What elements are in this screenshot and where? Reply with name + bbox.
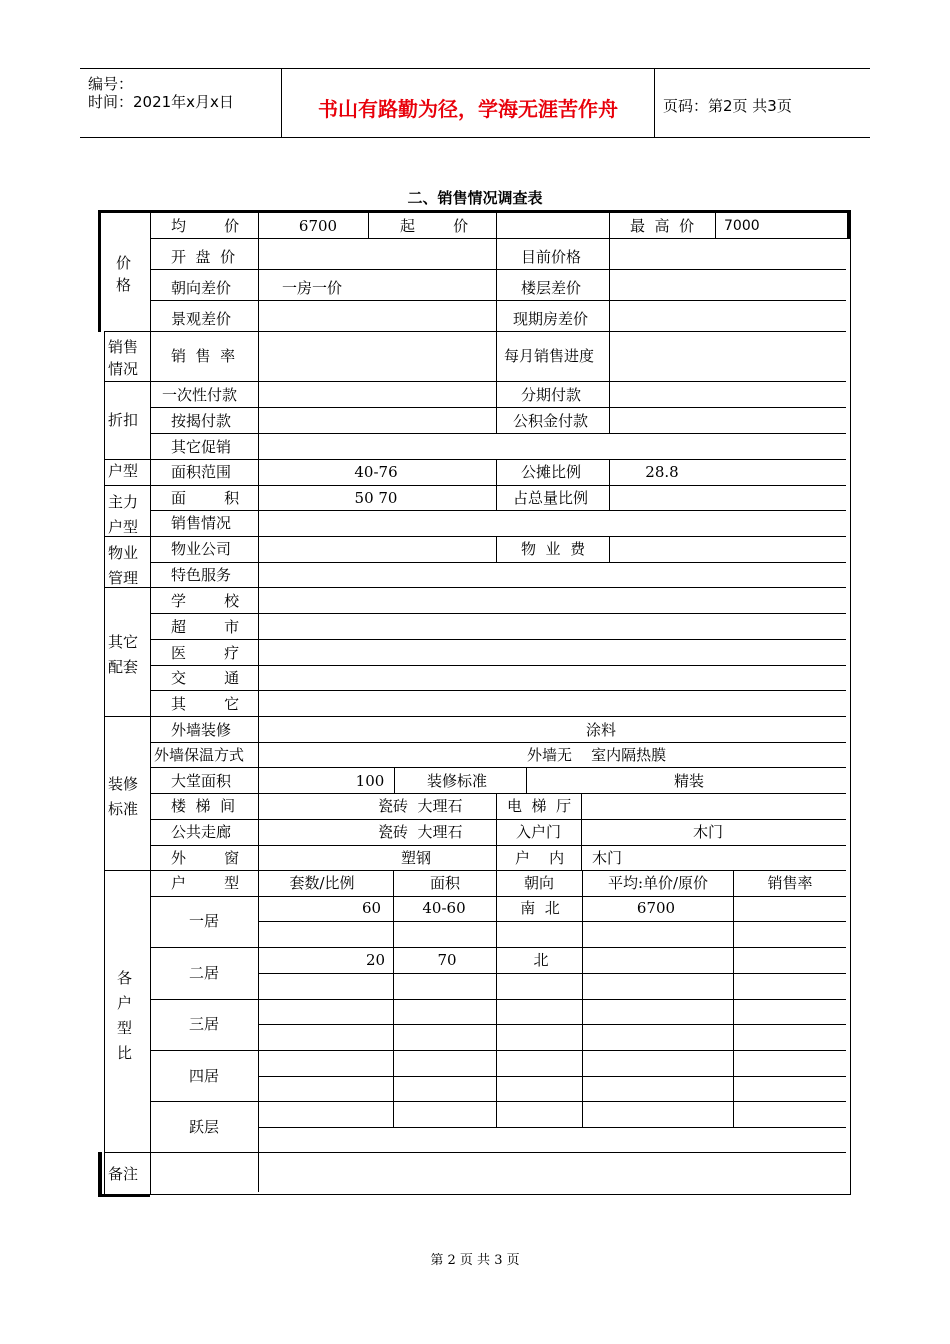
property-fee-label: 物 业 费 [521,540,586,558]
share-ratio-value: 28.8 [645,463,679,481]
ratio-header-area: 面积 [429,874,461,892]
max-price-label: 最 高 价 [630,217,695,235]
wall-finish-value: 涂料 [585,721,617,739]
facility-school-label: 学 校 [171,592,240,610]
sales-survey-table [98,210,851,1195]
sales-rate-label: 销 售 率 [171,347,236,365]
main-type-group-label: 主力户型 [108,493,139,536]
elevator-hall-label: 电 梯 厅 [507,797,572,815]
mortgage-label: 按揭付款 [171,412,232,430]
housing-fund-label: 公积金付款 [513,412,589,430]
total-ratio-label: 占总量比例 [513,489,589,507]
special-service-label: 特色服务 [171,566,232,584]
start-price-label: 起 价 [400,217,469,235]
monthly-progress-label: 每月销售进度 [504,347,595,365]
view-diff-label: 景观差价 [171,310,232,328]
main-area-label: 面 积 [171,489,240,507]
floor-diff-label: 楼层差价 [521,279,582,297]
orientation-diff-label: 朝向差价 [171,279,232,297]
ratio-row-orient: 北 [533,951,549,969]
ratio-row-type: 跃层 [188,1118,220,1136]
ratio-header-count: 套数/比例 [289,874,355,892]
decoration-group-label: 装修标准 [108,775,139,818]
facility-market-label: 超 市 [171,618,240,636]
price-group-label: 价格 [116,254,132,294]
window-value: 塑钢 [400,849,432,867]
corridor-label: 公共走廊 [171,823,232,841]
header-motto-cell [282,69,655,137]
main-sales-label: 销售情况 [171,514,232,532]
corridor-value: 瓷砖 大理石 [378,823,463,841]
unit-type-group-label: 户型 [108,462,139,480]
document-header [80,68,870,138]
facility-transport-label: 交 通 [171,669,240,687]
area-range-label: 面积范围 [171,463,232,481]
property-group-label: 物业管理 [108,544,139,587]
window-label: 外 窗 [171,849,240,867]
ratio-row-type: 二居 [188,964,220,982]
motto: 书山有路勤为径，学海无涯苦作舟 [318,97,618,121]
ratio-header-price: 平均:单价/原价 [607,874,709,892]
area-range-value: 40-76 [354,463,398,481]
remark-label: 备注 [108,1165,139,1183]
ratio-row-count: 60 [362,899,382,917]
max-price-value: 7000 [724,218,760,234]
facilities-group-label: 其它配套 [108,633,139,676]
insulation-label: 外墙保温方式 [154,746,245,764]
decoration-standard-value: 精装 [673,772,705,790]
insulation-value: 外墙无 室内隔热膜 [527,746,667,764]
interior-label: 户 内 [515,849,565,867]
ratio-row-type: 三居 [188,1015,220,1033]
ratio-group-label: 各户型比 [117,969,133,1062]
spot-diff-label: 现期房差价 [513,310,589,328]
lump-payment-label: 一次性付款 [162,386,238,404]
header-page-cell [655,69,870,137]
page-indicator: 页码：第2页 共3页 [663,97,792,115]
page-footer: 第 2 页 共 3 页 [430,1253,520,1268]
ratio-row-area: 70 [437,951,457,969]
opening-price-label: 开 盘 价 [171,248,236,266]
stairwell-value: 瓷砖 大理石 [378,797,463,815]
ratio-header-type: 户 型 [171,874,240,892]
property-company-label: 物业公司 [171,540,232,558]
header-meta-cell [80,69,282,137]
lobby-area-value: 100 [355,772,385,790]
orientation-diff-value: 一房一价 [282,279,343,297]
entry-door-label: 入户门 [516,823,562,841]
lobby-area-label: 大堂面积 [171,772,232,790]
ratio-row-count: 20 [366,951,386,969]
facility-medical-label: 医 疗 [171,644,240,662]
entry-door-value: 木门 [692,823,724,841]
time-label: 时间：2021年x月x日 [88,93,234,111]
ratio-row-type: 一居 [188,912,220,930]
avg-price-label: 均 价 [171,217,240,235]
ratio-row-area: 40-60 [422,899,466,917]
discount-group-label: 折扣 [108,411,139,429]
other-promo-label: 其它促销 [171,438,232,456]
wall-finish-label: 外墙装修 [171,721,232,739]
avg-price-value: 6700 [298,217,338,235]
installment-label: 分期付款 [521,386,582,404]
ratio-row-orient: 南 北 [520,899,560,917]
sales-group-label: 销售情况 [108,338,139,378]
current-price-label: 目前价格 [521,248,582,266]
ratio-row-type: 四居 [188,1067,220,1085]
interior-value: 木门 [592,849,623,867]
ratio-row-price: 6700 [636,899,676,917]
decoration-standard-label: 装修标准 [427,772,488,790]
number-label: 编号： [88,75,134,93]
ratio-header-rate: 销售率 [767,874,813,892]
share-ratio-label: 公摊比例 [521,463,582,481]
main-area-value: 50 70 [354,489,398,507]
facility-other-label: 其 它 [171,695,240,713]
stairwell-label: 楼 梯 间 [171,797,236,815]
ratio-header-orient: 朝向 [523,874,555,892]
table-title: 二、销售情况调查表 [407,189,543,207]
